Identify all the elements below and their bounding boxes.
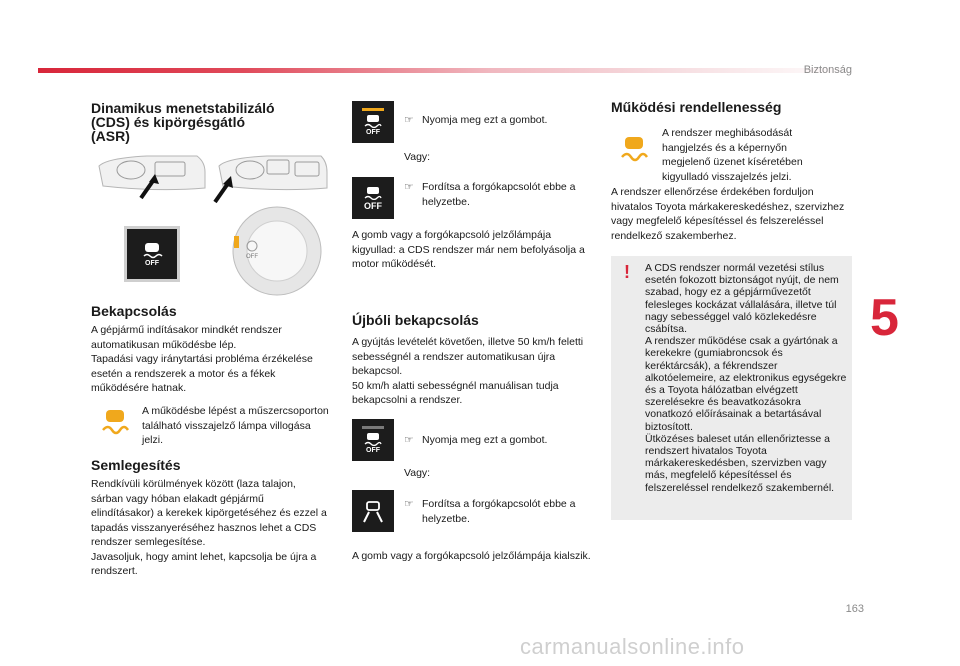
malfunction-text: A rendszer ellenőrzése érdekében forduljon hivatalos Toyota márkakereskedéshez, szervizhez vagy megfelelő képesítéssel és felszereléssel rendelkező szakemberhez. xyxy=(611,186,845,242)
finger-icon: ☞ xyxy=(404,498,414,510)
esp-off-button-icon: OFF xyxy=(352,101,394,143)
section-heading-reactivation: Újbóli bekapcsolás xyxy=(352,312,479,328)
finger-icon: ☞ xyxy=(404,181,414,193)
chapter-number: 5 xyxy=(870,289,899,347)
warning-icon: ! xyxy=(624,262,630,282)
section-heading-deactivation: Semlegesítés xyxy=(91,457,181,473)
step-turn-selector-reactivate: ☞ Fordítsa a forgókapcsolót ebbe a helyzetbe. xyxy=(404,498,576,525)
activation-icon-text: A működésbe lépést a műszercsoporton található visszajelző lámpa villogása jelzi. xyxy=(142,405,329,446)
car-road-icon xyxy=(360,498,386,524)
esp-warning-icon xyxy=(619,133,649,163)
off-label: OFF xyxy=(145,260,159,267)
reactivation-note: A gomb vagy a forgókapcsoló jelzőlámpája kialszik. xyxy=(352,550,591,562)
or-text-reactivate: Vagy: xyxy=(404,467,431,479)
section-name: Biztonság xyxy=(803,64,852,76)
or-text: Vagy: xyxy=(404,151,431,163)
esp-button-icon: OFF xyxy=(352,419,394,461)
watermark: carmanualsonline.info xyxy=(520,634,745,659)
finger-icon: ☞ xyxy=(404,434,414,446)
step-press-button: ☞ Nyomja meg ezt a gombot. xyxy=(404,114,548,126)
svg-text:OFF: OFF xyxy=(246,254,258,260)
esp-off-button-image xyxy=(124,226,180,282)
page-number: 163 xyxy=(845,603,864,615)
road-mode-icon xyxy=(352,490,394,532)
safety-note-text: A CDS rendszer normál vezetési stílus esetén fokozott biztonságot nyújt, de nem szabad, hogy ez a gépjárművezetőt felesleges kockázat vállalására, illetve túl nagy sebességgel való közlekedésre csábítsa. A rendszer működése csak a gyártónak a kerekekre (gumiabroncsok és keréktárcsák), a fékrendszer alkotóelemeire, az elektronikus egységekre és a Toyota hálózatban elvégzett szerelésekre és beavatkozásokra vonatkozó előírásainak a betartásával biztosított. Ütközéses baleset után ellenőriztesse a rendszert hivatalos Toyota márkakereskedésben, szervizben vagy más, megfelelő képesítéssel és felszereléssel rendelkező szakembernél. xyxy=(645,262,847,494)
page-title: Dinamikus menetstabilizáló (CDS) és kipörgésgátló (ASR) xyxy=(91,100,275,144)
reactivation-text: A gyújtás levételét követően, illetve 50 km/h feletti sebességnél a rendszer automatikusan újra bekapcsol. 50 km/h alatti sebességnél manuálisan tudja bekapcsolni a rendszer. xyxy=(352,336,584,406)
indicator-note: A gomb vagy a forgókapcsoló jelzőlámpája kigyullad: a CDS rendszer már nem befolyásolja a motor működését. xyxy=(352,229,585,270)
header-accent-bar xyxy=(38,68,858,73)
activation-text: A gépjármű indításakor mindkét rendszer automatikusan működésbe lép. Tapadási vagy iránytartási probléma érzékelése esetén a rendszerek a motor és a fékek működésére hatnak. xyxy=(91,324,313,394)
step-press-button-reactivate: ☞ Nyomja meg ezt a gombot. xyxy=(404,434,548,446)
rotary-off-position-icon: OFF xyxy=(352,177,394,219)
esp-warning-icon xyxy=(100,406,130,436)
section-heading-activation: Bekapcsolás xyxy=(91,303,177,319)
section-heading-malfunction: Működési rendellenesség xyxy=(611,99,782,115)
finger-icon: ☞ xyxy=(404,114,414,126)
rotary-selector-illustration xyxy=(222,206,332,296)
malfunction-icon-text: A rendszer meghibásodását hangjelzés és a képernyőn megjelenő üzenet kíséretében kigyulladó visszajelzés jelzi. xyxy=(662,127,803,183)
deactivation-text: Rendkívüli körülmények között (laza talajon, sárban vagy hóban elakadt gépjármű elindításakor) a kerekek kipörgetéséhez és ezzel a tapadás visszanyeréséhez hasznos lehet a CDS rendszer semlegesítése. Javasoljuk, hogy amint lehet, kapcsolja be újra a rendszert. xyxy=(91,478,327,577)
car-skid-icon xyxy=(141,241,163,259)
step-turn-selector: ☞ Fordítsa a forgókapcsolót ebbe a helyzetbe. xyxy=(404,181,576,208)
